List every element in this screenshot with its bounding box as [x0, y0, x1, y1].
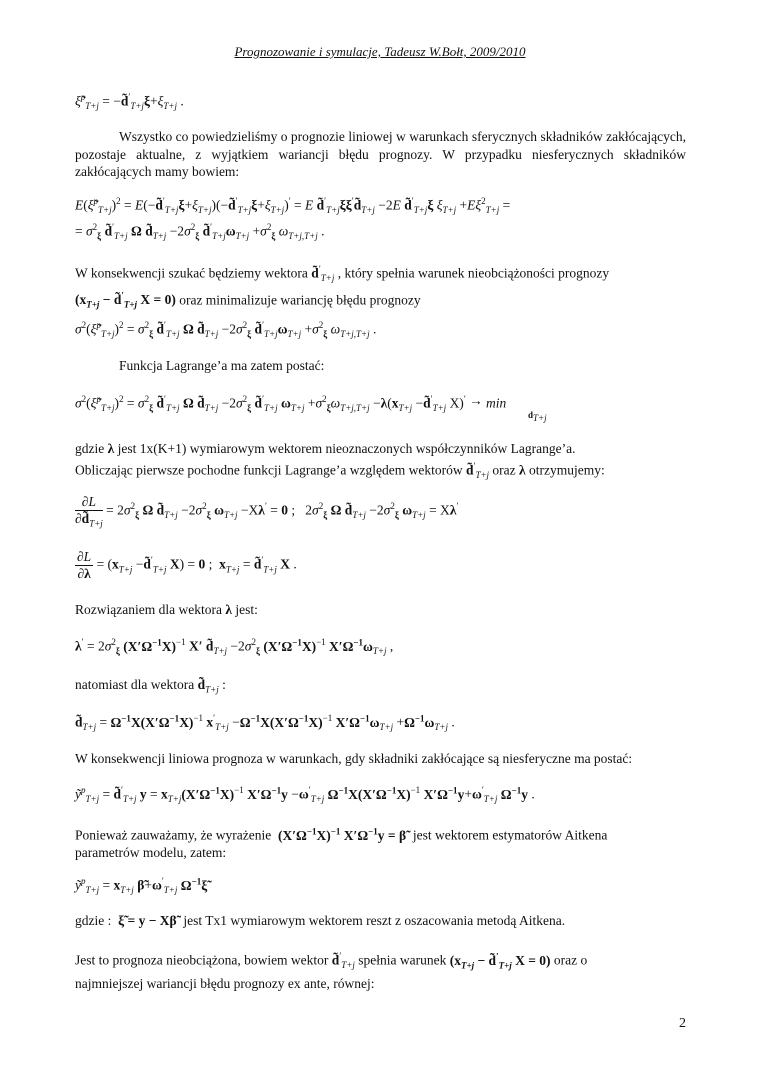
- unbiasedness-condition: ($x_{T+j}$ − $d̃'_{T+j}$ X = 0): [75, 290, 176, 310]
- equation-lagrange-function: $\sigma^2(\xĩ^p_{T+j})^2 = \sigma^2_\xi$ $d̃'_{T+j}$ Ω $d̃_{T+j} -2\sigma^2_\xi$ $d̃'_{T+j}$ $\omega_{T+j} +\sigma^2_\xi\omega_{T+j,T+j} -\lambda(x_{T+j}$ $-d̃'_{T+j}$ X)′ → min: [75, 392, 507, 414]
- paragraph-linear-forecast: W konsekwencji liniowa prognoza w warunkach, gdy składniki zakłócające są niesferyczne ma postać:: [75, 751, 633, 766]
- page-number: 2: [679, 1016, 686, 1031]
- paragraph-solution-d: natomiast dla wektora $d̃_{T+j}$ :: [75, 677, 226, 695]
- equation-linear-forecast: ỹ$^p_{T+j}$ = $d̃'_{T+j}$ $y = x_{T+j}(X'\Omega^{-1}X)^{-1}$ $X'\Omega^{-1}y -\omega'_{T+j}$ $\Omega^{-1}X(X'\Omega^{-1}X)^{-1}$ $X'\Omega^{-1}y+\omega'_{T+j}$ $\Omega^{-1}y$ .: [75, 785, 535, 805]
- paragraph-lagrange-derivatives: gdzie λ jest 1x(K+1) wymiarowym wektorem nieoznaczonych współczynników Lagrange’a. Obliczając pierwsze pochodne funkcji Lagrange’a względem wektorów $d̃'_{T+j}$ oraz λ otrzymujemy:: [75, 441, 605, 480]
- paragraph-lagrange-intro: Funkcja Lagrange’a ma zatem postać:: [119, 358, 325, 373]
- equation-lambda-solution: $\lambda' = 2\sigma^2_\xi$ $(X'\Omega^{-1}X)^{-1}$ X′ $d̃_{T+j} -2\sigma^2_\xi$ $(X'\Omega^{-1}X)^{-1}$ $X'\Omega^{-1}\omega_{T+j}$ ,: [75, 637, 394, 657]
- running-header: Prognozowanie i symulacje, Tadeusz W.Bołt, 2009/2010: [234, 44, 526, 59]
- paragraph-residuals: gdzie : ξ̃ = y − Xβ̃ jest Tx1 wymiarowym wektorem reszt z oszacowania metodą Aitkena.: [75, 913, 566, 928]
- min-subscript: $d_{T+j}$: [528, 410, 547, 423]
- equation-derivative-lambda: $\frac{\partial L}{\partial\lambda}$ = ($x_{T+j}$ $-d̃'_{T+j}$ X) = 0 ; $x_{T+j}$ = $d̃'_{T+j}$ X .: [77, 549, 297, 581]
- paragraph-intro: Wszystko co powiedzieliśmy o prognozie liniowej w warunkach sferycznych składników zakłócających, pozostaje aktualne, z wyjątkiem wariancji błędu prognozy. W przypadku niesferycznych składników zakłócających mamy bowiem:: [75, 129, 686, 179]
- aitken-expression: $(X'\Omega^{-1}X)^{-1}$ $X'\Omega^{-1}y$ = β̃: [278, 826, 407, 843]
- equation-forecast-aitken: ỹ$^p_{T+j}$ = $x_{T+j}$ $\betã+\omega'_{T+j}$ $\Omega^{-1}\xĩ$: [75, 876, 208, 896]
- paragraph-search-vector: W konsekwencji szukać będziemy wektora $d̃'_{T+j}$ , który spełnia warunek nieobciążoności prognozy ($x_{T+j}$ − $d̃'_{T+j}$ X = 0) oraz minimalizuje wariancję błędu prognozy: [75, 264, 610, 310]
- equation-variance-line1: E(ξ̃$^p_{T+j}$)$^2$ = $E(-d̃'_{T+j}\xi+\xi_{T+j})(-d̃'_{T+j}\xi+\xi_{T+j})' = E$ $d̃'_{T+j}\xi\xi'd̃_{T+j} -2E$ $d̃'_{T+j}\xi$ $\xi_{T+j} +E\xi^2_{T+j}$ =: [75, 196, 511, 216]
- paragraph-aitken: Ponieważ zauważamy, że wyrażenie $(X'\Omega^{-1}X)^{-1}$ $X'\Omega^{-1}y$ = β̃ jest wektorem estymatorów Aitkena parametrów modelu, zatem:: [75, 826, 608, 860]
- equation-derivative-d: $\frac{\partial L}{\partial d̃_{T+j}}$ = $2\sigma^2_\xi$ Ω $d̃_{T+j} -2\sigma^2_\xi$ $\omega_{T+j} -X\lambda' = 0$ ; $2\sigma^2_\xi$ Ω $d̃_{T+j} -2\sigma^2_\xi$ $\omega_{T+j} = X\lambda'$: [75, 494, 459, 529]
- residual-expression: ξ̃ = y − Xβ̃: [118, 913, 177, 928]
- equation-forecast-error: ξ̃$^p_{T+j}$ = $-d̃'_{T+j}\xi+\xi_{T+j}$ .: [75, 92, 184, 112]
- paragraph-unbiased: Jest to prognoza nieobciążona, bowiem wektor $d̃'_{T+j}$ spełnia warunek ($x_{T+j}$ − $d̃'_{T+j}$ X = 0) oraz o najmniejszej wariancji błędu prognozy ex ante, równej:: [75, 951, 588, 991]
- equation-variance-line2: = $\sigma^2_\xi$ $d̃'_{T+j}$ Ω $d̃_{T+j} -2\sigma^2_\xi$ $d̃'_{T+j}\omega_{T+j} +\sigma^2_\xi$ $\omega_{T+j,T+j}$ .: [75, 222, 325, 242]
- equation-d-solution: $d̃_{T+j} = \Omega^{-1}X(X'\Omega^{-1}X)^{-1}$ $x'_{T+j} -\Omega^{-1}X(X'\Omega^{-1}X)^{-1}$ $X'\Omega^{-1}\omega_{T+j} +\Omega^{-1}\omega_{T+j}$ .: [75, 713, 455, 733]
- equation-forecast-variance: $\sigma^2(\xĩ^p_{T+j})^2 = \sigma^2_\xi$ $d̃'_{T+j}$ Ω $d̃_{T+j} -2\sigma^2_\xi$ $d̃'_{T+j}\omega_{T+j} +\sigma^2_\xi$ $\omega_{T+j,T+j}$ .: [75, 320, 377, 340]
- lambda-symbol: λ: [107, 441, 115, 456]
- paragraph-solution-lambda: Rozwiązaniem dla wektora λ jest:: [75, 602, 258, 617]
- vector-d-symbol: d̃: [311, 265, 319, 281]
